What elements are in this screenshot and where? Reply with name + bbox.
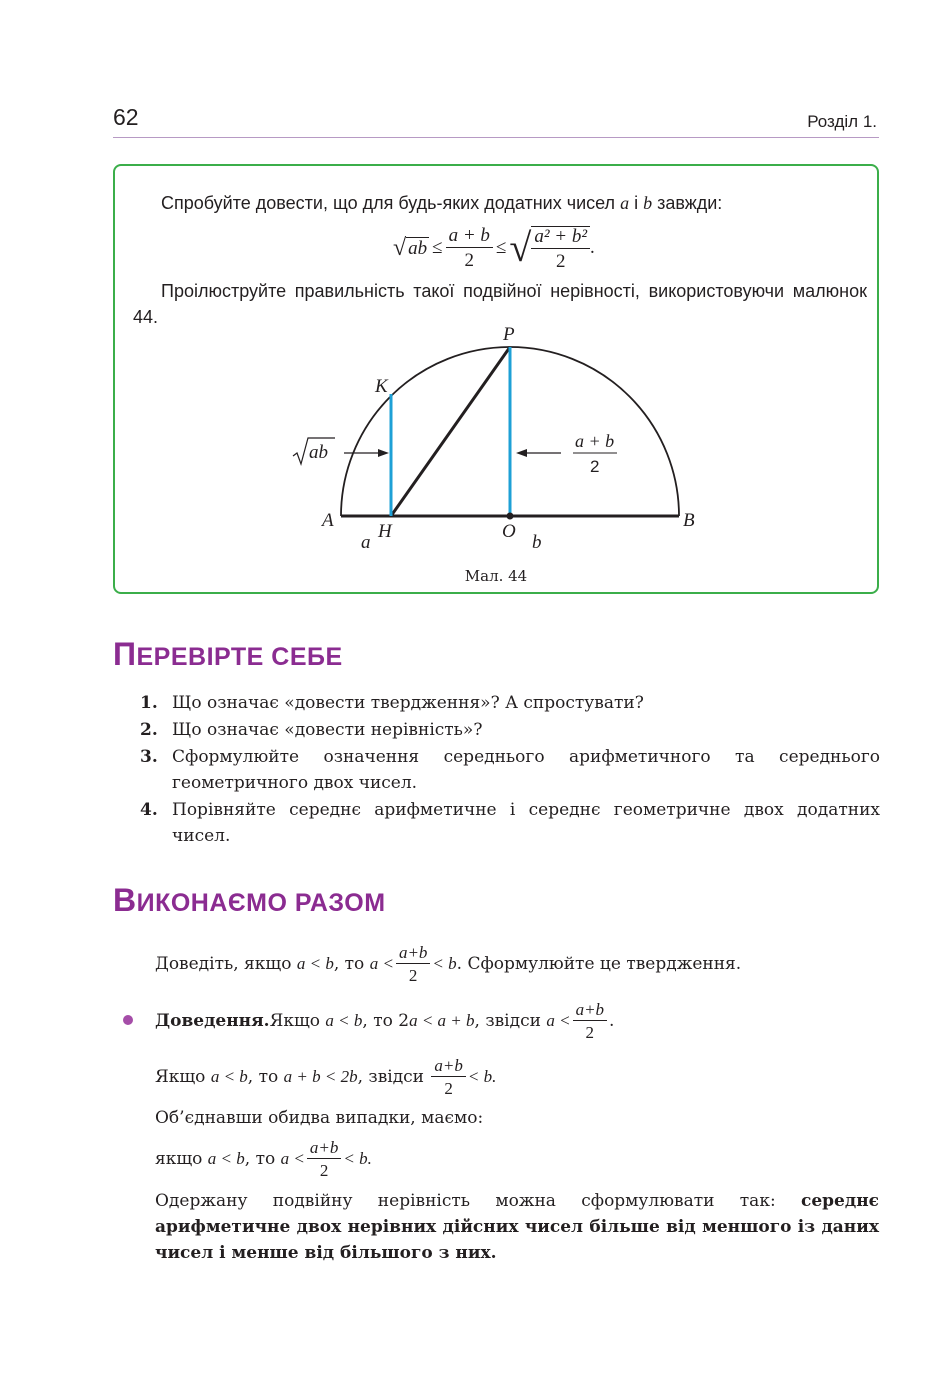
proof4-rhs: < b.: [343, 1149, 372, 1168]
question-number: 2.: [140, 720, 158, 740]
task-den: 2: [408, 966, 418, 985]
proof1-then: , звідси: [474, 1011, 541, 1031]
mean-den: 2: [464, 250, 475, 271]
task-num: a+b: [396, 944, 430, 964]
conclusion-normal: Одержану подвійну нерівність можна сформулювати так:: [155, 1191, 801, 1211]
proof1-pre: Якщо: [269, 1011, 320, 1031]
proof2-fraction: [431, 1057, 465, 1097]
quad-den: 2: [555, 250, 566, 272]
page-number: 62: [113, 104, 139, 130]
proof1-ineq: a < a + b: [409, 1011, 475, 1030]
proof2-rhs: < b.: [467, 1067, 497, 1086]
proof2-cond: a < b: [210, 1067, 248, 1086]
question-item: [140, 744, 880, 796]
label-O: O: [502, 521, 516, 542]
point-O: [507, 513, 514, 520]
illustrate-text: Проілюструйте правильність такої подвійної нерівності, використовуючи малюнок 44.: [133, 281, 867, 327]
proof2-pre: Якщо: [155, 1067, 206, 1087]
questions-list: [140, 690, 880, 850]
question-item: [140, 797, 880, 849]
question-text: Сформулюйте означення середнього арифметичного та середнього геометричного двох чисел.: [172, 747, 880, 793]
var-a: a: [620, 193, 630, 213]
proof1-lhs: a <: [546, 1011, 571, 1030]
task-fraction: [396, 944, 430, 984]
sqrt-ab: √ ab: [393, 234, 428, 261]
proof1-fraction: [573, 1001, 607, 1041]
question-number: 3.: [140, 747, 158, 767]
label-sum: a + b: [575, 431, 615, 451]
label-sqrt-ab: ab: [309, 442, 328, 463]
mean-num: a + b: [446, 226, 493, 248]
proof1-mid: , то 2: [362, 1011, 410, 1031]
check-yourself-heading: [113, 636, 343, 673]
question-text: Що означає «довести твердження»? А спростувати?: [172, 693, 644, 713]
proof2-mid: , то: [247, 1067, 279, 1087]
proof2-then: , звідси: [357, 1067, 425, 1087]
quad-num: a² + b²: [531, 227, 590, 249]
conclusion-bold: середнє арифметичне двох нерівних дійсних чисел більше від меншого із даних чисел і менше від більшого з них.: [155, 1191, 879, 1263]
label-a: a: [361, 532, 371, 553]
label-b: b: [532, 532, 542, 553]
sqrt-quadratic: √ $\frac{\text{a² + b²}}{2}$: [509, 226, 590, 271]
conclusion: [155, 1188, 879, 1266]
question-number: 4.: [140, 800, 158, 820]
proof2-den: 2: [444, 1079, 453, 1098]
proof4-fraction: [307, 1139, 341, 1179]
proof-line-3: Об’єднавши обидва випадки, маємо:: [155, 1108, 484, 1128]
proof2-num: a+b: [431, 1057, 465, 1077]
proof2-ineq: a + b < 2b: [283, 1067, 358, 1086]
proof4-mid: , то: [244, 1149, 276, 1169]
label-den: 2: [590, 457, 600, 476]
question-number: 1.: [140, 693, 158, 713]
check-heading-cap: П: [113, 636, 137, 672]
task-mid: , то: [333, 954, 365, 974]
le-sign-2: ≤: [495, 237, 507, 258]
figure-44: [113, 164, 879, 594]
proof1-den: 2: [585, 1023, 595, 1042]
question-text: Порівняйте середнє арифметичне і середнє геометричне двох додатних чисел.: [172, 800, 880, 846]
le-sign-1: ≤: [432, 237, 443, 258]
question-item: [140, 690, 880, 716]
label-B: B: [683, 510, 695, 531]
proof1-cond: a < b: [325, 1011, 363, 1030]
conj-text: і: [629, 193, 644, 213]
task-rhs: < b: [432, 954, 457, 973]
main-formula: √ ab ≤ $\frac{a + b}{2}$ ≤ √ $\frac{\text{a² + b²}}{2}$ .: [393, 225, 595, 272]
label-P: P: [503, 324, 515, 345]
proof4-lhs: a <: [280, 1149, 305, 1168]
task-lhs: a <: [369, 954, 394, 973]
always-text: завжди:: [652, 193, 723, 213]
label-A: A: [322, 510, 334, 531]
exercise-box: [113, 164, 879, 594]
var-b: b: [643, 193, 653, 213]
question-item: [140, 717, 880, 743]
question-text: Що означає «довести нерівність»?: [172, 720, 483, 740]
sqrt-ab-text: ab: [408, 237, 428, 259]
proof-line-4: [155, 1133, 879, 1185]
together-heading-cap: В: [113, 882, 137, 918]
proof4-pre: якщо: [155, 1149, 203, 1169]
together-heading-rest: ИКОНАЄМО РАЗОМ: [136, 889, 386, 917]
proof-label: Доведення.: [155, 1011, 270, 1031]
proof4-num: a+b: [307, 1139, 341, 1159]
arrow-left-head: [378, 449, 389, 457]
label-K: K: [375, 376, 388, 397]
do-together-heading: [113, 882, 386, 919]
arrow-right-head: [516, 449, 527, 457]
task-post: . Сформулюйте це твердження.: [456, 954, 742, 974]
section-label: Розділ 1.: [807, 112, 877, 131]
proof-bullet: [123, 1015, 133, 1025]
proof4-den: 2: [319, 1161, 329, 1180]
page-header: [113, 104, 879, 138]
segment-HP: [391, 347, 510, 516]
proof-line-2: [155, 1051, 879, 1103]
task-cond: a < b: [296, 954, 334, 973]
check-heading-rest: ЕРЕВІРТЕ СЕБЕ: [136, 643, 343, 671]
task-pre: Доведіть, якщо: [155, 954, 292, 974]
figure-caption: Мал. 44: [464, 567, 528, 585]
task-statement: [155, 938, 879, 990]
intro-text: Спробуйте довести, що для будь-яких додатних чисел: [161, 193, 616, 213]
proof1-num: a+b: [573, 1001, 607, 1021]
label-H: H: [378, 521, 392, 542]
proof4-cond: a < b: [207, 1149, 245, 1168]
proof-line-1: Доведення. Якщо a < b , то 2 a < a + b , звідси a < $\frac{a+b}{2}$ .: [155, 1000, 615, 1042]
